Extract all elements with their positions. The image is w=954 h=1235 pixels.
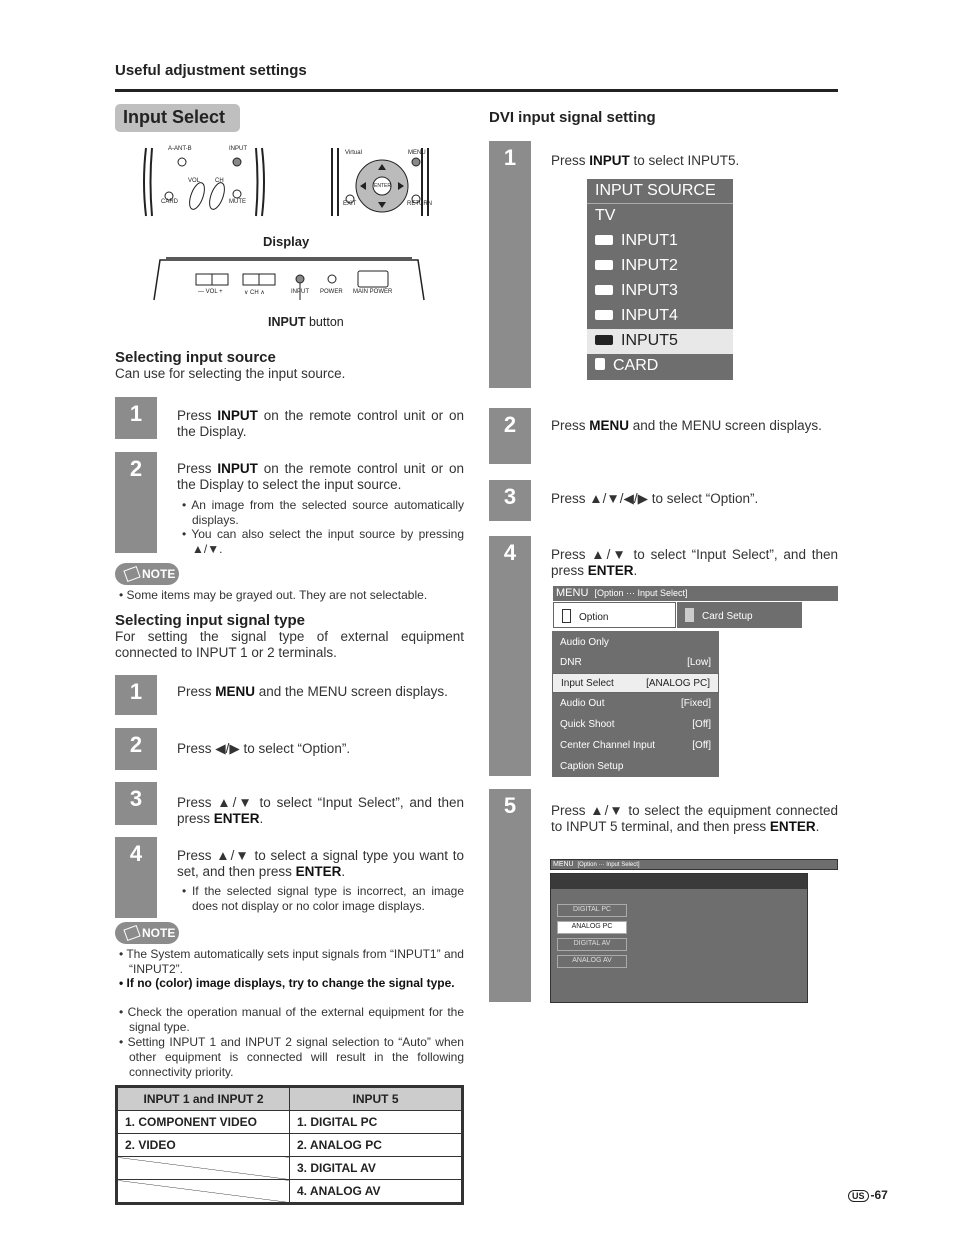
step-text: Press INPUT to select INPUT5. (551, 153, 740, 168)
menu-item-audio-only[interactable]: Audio Only (560, 637, 609, 648)
step-text: Press ▲/▼/◀/▶ to select “Option”. (551, 491, 759, 506)
menu-bar: MENU [Option ··· Input Select] (553, 586, 838, 601)
menu-item-center-channel-input[interactable]: Center Channel Input [Off] (560, 740, 711, 751)
step-text: Press MENU and the MENU screen displays. (177, 684, 448, 699)
input-plug-icon (595, 285, 613, 295)
tab-card-setup[interactable]: Card Setup (677, 602, 802, 628)
table-cell: 4. ANALOG AV (290, 1180, 462, 1203)
note-item: • The System automatically sets input signals from “INPUT1” and “INPUT2”. (119, 947, 464, 976)
remote-label: CARD (161, 199, 179, 205)
table-header: INPUT 1 and INPUT 2 (118, 1088, 290, 1111)
note-item: • If no (color) image displays, try to change the signal type. (119, 976, 455, 990)
bullet-item: • If the selected signal type is incorrect, an image does not display or no color image displays. (182, 884, 464, 913)
menu-item-input3[interactable]: INPUT3 (587, 279, 733, 304)
input-source-title: INPUT SOURCE (587, 179, 733, 204)
table-cell: 2. ANALOG PC (290, 1134, 462, 1157)
option-menu-list (552, 631, 719, 777)
display-button-label: INPUT (291, 289, 309, 295)
option-digital-pc[interactable]: DIGITAL PC (557, 904, 627, 917)
step-badge: 1 (115, 397, 157, 439)
dvi-heading: DVI input signal setting (489, 109, 656, 126)
display-illustration (152, 256, 426, 302)
panel-title-bar (551, 874, 807, 889)
region-badge: US (848, 1190, 869, 1202)
menu-item-dnr[interactable]: DNR [Low] (560, 657, 711, 668)
menu-item-input-select[interactable]: Input Select [ANALOG PC] (552, 673, 719, 693)
card-icon (685, 608, 694, 622)
step-text: Press ▲/▼ to select “Input Select”, and then press ENTER. (551, 547, 838, 578)
remote-illustration-left (142, 146, 266, 218)
page-title: Input Select (115, 104, 240, 132)
table-row (118, 1134, 462, 1157)
table-cell: 1. DIGITAL PC (290, 1111, 462, 1134)
option-analog-av[interactable]: ANALOG AV (557, 955, 627, 968)
menu-bar: MENU [Option ··· Input Select] (550, 859, 838, 870)
step-text: Press INPUT on the remote control unit or on the Display to select the input source. (177, 461, 464, 492)
selecting-input-source-heading: Selecting input source (115, 349, 276, 366)
remote-label: VOL (188, 178, 201, 184)
step-badge: 1 (115, 675, 157, 715)
menu-item-card[interactable]: CARD (587, 354, 733, 379)
remote-label: EXIT (343, 201, 357, 207)
remote-label: Virtual (345, 150, 362, 156)
display-button-label: MAIN POWER (353, 289, 393, 295)
input-plug-icon (595, 310, 613, 320)
step-text: Press ◀/▶ to select “Option”. (177, 741, 351, 756)
remote-illustration-right (328, 146, 432, 218)
remote-label: INPUT (229, 146, 247, 152)
note-item: • Some items may be grayed out. They are not selectable. (119, 588, 428, 602)
step-badge: 2 (489, 408, 531, 464)
step-badge: 3 (489, 480, 531, 521)
pencil-icon (123, 566, 140, 582)
step-badge: 3 (115, 782, 157, 825)
table-cell-empty (118, 1157, 290, 1180)
input-button-caption: INPUT button (268, 315, 344, 329)
step-badge: 4 (115, 837, 157, 918)
remote-label: MENU (408, 150, 426, 156)
table-row (118, 1180, 462, 1203)
table-cell: 2. VIDEO (118, 1134, 290, 1157)
pencil-icon (123, 925, 140, 941)
menu-item-audio-out[interactable]: Audio Out [Fixed] (560, 698, 711, 709)
priority-table (115, 1085, 464, 1205)
step-text: Press ▲/▼ to select “Input Select”, and then press ENTER. (177, 795, 464, 826)
step-text: Press INPUT on the remote control unit or on the Display. (177, 408, 464, 439)
display-button-label: ∨ CH ∧ (244, 290, 265, 296)
table-cell: 1. COMPONENT VIDEO (118, 1111, 290, 1134)
note-badge: NOTE (115, 563, 179, 585)
menu-item-tv[interactable]: TV (595, 207, 616, 224)
table-cell: 3. DIGITAL AV (290, 1157, 462, 1180)
step-badge: 1 (489, 141, 531, 388)
step-badge: 2 (115, 452, 157, 553)
note-item: • Check the operation manual of the external equipment for the signal type. (119, 1005, 464, 1034)
bullet-item: • You can also select the input source by pressing ▲/▼. (182, 527, 464, 556)
step-text: Press MENU and the MENU screen displays. (551, 418, 822, 433)
input-source-menu (587, 179, 733, 380)
display-label: Display (263, 234, 310, 249)
menu-item-input5[interactable]: INPUT5 (587, 329, 733, 354)
menu-item-input1[interactable]: INPUT1 (587, 229, 733, 254)
step-badge: 5 (489, 789, 531, 1002)
step-text: Press ▲/▼ to select the equipment connected to INPUT 5 terminal, and then press ENTER. (551, 803, 838, 834)
header-rule (115, 89, 838, 92)
option-icon (562, 609, 571, 623)
section-header: Useful adjustment settings (115, 62, 307, 79)
menu-item-input2[interactable]: INPUT2 (587, 254, 733, 279)
bullet-item: • An image from the selected source automatically displays. (182, 498, 465, 527)
step-text: Press ▲/▼ to select a signal type you want to set, and then press ENTER. (177, 848, 464, 879)
table-row (118, 1111, 462, 1134)
remote-label: RETURN (407, 201, 432, 207)
remote-label: MUTE (229, 199, 246, 205)
selecting-signal-type-heading: Selecting input signal type (115, 612, 306, 629)
option-digital-av[interactable]: DIGITAL AV (557, 938, 627, 951)
option-analog-pc[interactable]: ANALOG PC (557, 921, 627, 934)
step-badge: 4 (489, 536, 531, 776)
input-plug-icon (595, 260, 613, 270)
remote-label: ENTER (374, 183, 391, 189)
table-row (118, 1157, 462, 1180)
input-select-panel (550, 873, 808, 1003)
menu-item-caption-setup[interactable]: Caption Setup (560, 761, 624, 772)
display-button-label: POWER (320, 289, 343, 295)
card-icon (595, 358, 605, 370)
step-badge: 2 (115, 728, 157, 770)
table-cell-empty (118, 1180, 290, 1203)
page-number: US -67 (848, 1188, 888, 1202)
input-plug-icon (595, 335, 613, 345)
remote-label: CH (215, 178, 224, 184)
selecting-signal-type-desc: For setting the signal type of external equipment connected to INPUT 1 or 2 terminals. (115, 629, 464, 660)
tab-option[interactable]: Option (553, 602, 676, 628)
note-badge: NOTE (115, 922, 179, 944)
selecting-input-source-desc: Can use for selecting the input source. (115, 366, 346, 381)
remote-label: A-ANT-B (168, 146, 192, 152)
table-header: INPUT 5 (290, 1088, 462, 1111)
menu-item-quick-shoot[interactable]: Quick Shoot [Off] (560, 719, 711, 730)
menu-item-input4[interactable]: INPUT4 (587, 304, 733, 329)
input-plug-icon (595, 235, 613, 245)
note-item: • Setting INPUT 1 and INPUT 2 signal selection to “Auto” when other equipment is connected will result in the following connectivity priority. (119, 1035, 464, 1079)
display-button-label: — VOL + (198, 289, 223, 295)
